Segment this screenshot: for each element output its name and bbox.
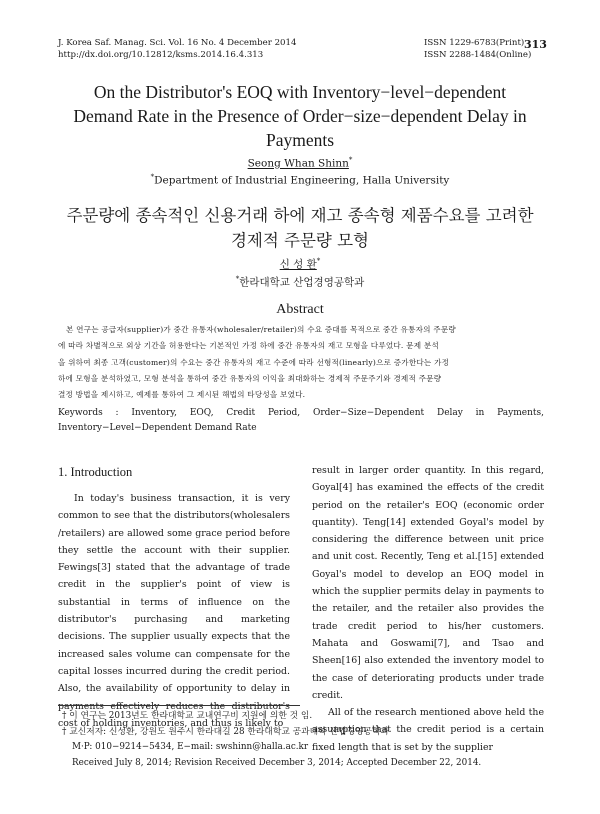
english-title-line-3: Payments <box>265 130 335 150</box>
issn-online: ISSN 2288-1484(Online) <box>424 50 532 60</box>
footnote-corresponding: † 교신저자: 신성환, 강원도 원주시 한라대길 28 한라대학교 공과대학 산업경영공학과 <box>62 726 389 737</box>
abstract-line: 하에 모형을 분석하였고, 모형 분석을 통하여 중간 유통자의 이익을 최대화하는 경제적 주문주기와 경제적 주문량 <box>58 373 442 383</box>
abstract-line: 본 연구는 공급자(supplier)가 중간 유통자(wholesaler/retailer)의 수요 증대를 목적으로 중간 유통자의 주문량 <box>66 325 456 334</box>
footnotes <box>62 709 562 771</box>
section-heading-introduction: 1. Introduction <box>58 465 133 479</box>
intro-paragraph-1: In today's business transaction, it is very common to see that the distributors(wholesalers /retailers) are allowed some grace period before they settle the account with their supplier. Fewings[3] stated that the advantage of trade credit in the supplier's point of view is substantial in terms of influence on the distributor's purchasing and marketing decisions. The supplier usually expects that the increased sales volume can compensate for the capital losses incurred during the credit period. Also, the availability of opportunity to delay in payments effectively reduces the distributor's cost of holding inventories, and thus is likely to <box>58 493 290 729</box>
abstract-line: 을 위하여 최종 고객(customer)의 수요는 중간 유통자의 재고 수준에 따라 선형적(linearly)으로 증가한다는 가정 <box>58 357 450 367</box>
english-affiliation <box>0 170 600 188</box>
intro-left-column <box>58 490 290 732</box>
footnote-divider <box>58 705 300 706</box>
footnote-funding: † 이 연구는 2013년도 한라대학교 교내연구비 지원에 의한 것 임. <box>62 711 313 721</box>
keywords <box>58 406 544 436</box>
english-title-line-2: Demand Rate in the Presence of Order−size−dependent Delay in <box>73 106 527 126</box>
english-affiliation-text: Department of Industrial Engineering, Halla University <box>154 174 450 187</box>
korean-affiliation <box>0 272 600 290</box>
keywords-line-1: Keywords : Inventory, EOQ, Credit Period, Order−Size−Dependent Delay in Payments, <box>58 408 544 418</box>
intro-paragraph-2: result in larger order quantity. In this regard, Goyal[4] has examined the effects of the credit period on the retailer's EOQ (economic order quantity). Teng[14] extended Goyal's model by considering the difference between unit price and unit cost. Recently, Teng et al.[15] extended Goyal's model to develop an EOQ model in which the supplier permits delay in payments to the retailer, and the retailer also provides the trade credit period to his/her customers. Mahata and Goswami[7], and Tsao and Sheen[16] also extended the inventory model to the case of deteriorating products under trade credit. <box>312 465 544 701</box>
korean-author <box>0 254 600 272</box>
abstract-body <box>58 322 544 403</box>
english-title-line-1: On the Distributor's EOQ with Inventory−level−dependent <box>93 82 507 102</box>
footnote-dates: Received July 8, 2014; Revision Received December 3, 2014; Accepted December 22, 2014. <box>72 757 482 768</box>
intro-paragraph-3: All of the research mentioned above held the assumption that the credit period is a certain fixed length that is set by the supplier <box>312 707 544 753</box>
author-mark: * <box>348 156 353 164</box>
korean-author-mark: * <box>316 257 321 265</box>
affiliation-mark: * <box>150 173 155 181</box>
korean-affiliation-text: 한라대학교 산업경영공학과 <box>239 276 365 289</box>
footnote-contact: M·P: 010−9214−5434, E−mail: swshinn@halla.ac.kr <box>72 742 309 752</box>
abstract-line: 결정 방법을 제시하고, 예제를 통하여 그 제시된 해법의 타당성을 보였다. <box>58 390 306 400</box>
doi-link[interactable]: http://dx.doi.org/10.12812/ksms.2014.16.4.313 <box>58 50 264 60</box>
abstract-line: 에 따라 차별적으로 외상 기간을 허용한다는 기본적인 가정 하에 중간 유통자의 재고 모형을 다루었다. 문제 분석 <box>58 341 439 351</box>
english-author <box>0 153 600 171</box>
journal-citation: J. Korea Saf. Manag. Sci. Vol. 16 No. 4 December 2014 <box>58 38 297 48</box>
abstract-heading: Abstract <box>276 302 324 317</box>
korean-title-line-1: 주문량에 종속적인 신용거래 하에 재고 종속형 제품수요를 고려한 <box>66 206 534 225</box>
english-author-name: Seong Whan Shinn <box>247 157 349 170</box>
issn-print: ISSN 1229-6783(Print) <box>424 38 525 48</box>
korean-author-name: 신 성 환 <box>279 258 317 271</box>
korean-title-line-2: 경제적 주문량 모형 <box>230 231 369 250</box>
keywords-line-2: Inventory−Level−Dependent Demand Rate <box>58 423 257 434</box>
page-number: 313 <box>524 38 547 51</box>
korean-affiliation-mark: * <box>235 275 240 283</box>
